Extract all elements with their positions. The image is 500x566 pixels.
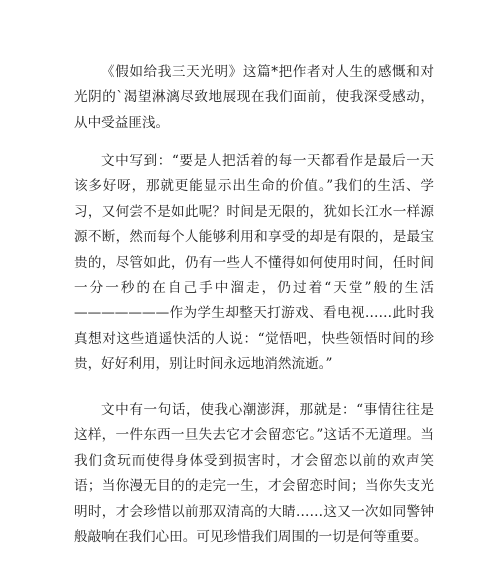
paragraph-quote-time: 文中写到：“要是人把活着的每一天都看作是最后一天该多好呀，那就更能显示出生命的价值。”我们的生活、学习，又何尝不是如此呢？时间是无限的，犹如长江水一样源源不断，然而每个人能够利用和享受的却是有限的，是最宝贵的，尽管如此，仍有一些人不懂得如何使用时间，任时间一分一秒的在自己手中溜走，仍过着“天堂”般的生活———————作为学生却整天打游戏、看电视……此时我真想对这些逍遥快活的人说：“觉悟吧，快些领悟时间的珍贵，好好利用，别让时间永远地消然流逝。” [74, 153, 434, 373]
paragraph-quote-loss: 文中有一句话，使我心潮澎湃，那就是：“事情往往是这样，一件东西一旦失去它才会留恋它。”这话不无道理。当我们贪玩而使得身体受到损害时，才会留恋以前的欢声笑语；当你漫无目的的走完一生，才会留恋时间；当你失支光明时，才会珍惜以前那双清高的大睛……这又一次如同警钟般敲响在我们心田。可见珍惜我们周围的一切是何等重要。 [74, 402, 434, 546]
paragraph-intro: 《假如给我三天光明》这篇*把作者对人生的感慨和对光阴的`渴望淋漓尽致地展现在我们面前，使我深受感动，从中受益匪浅。 [74, 64, 434, 131]
